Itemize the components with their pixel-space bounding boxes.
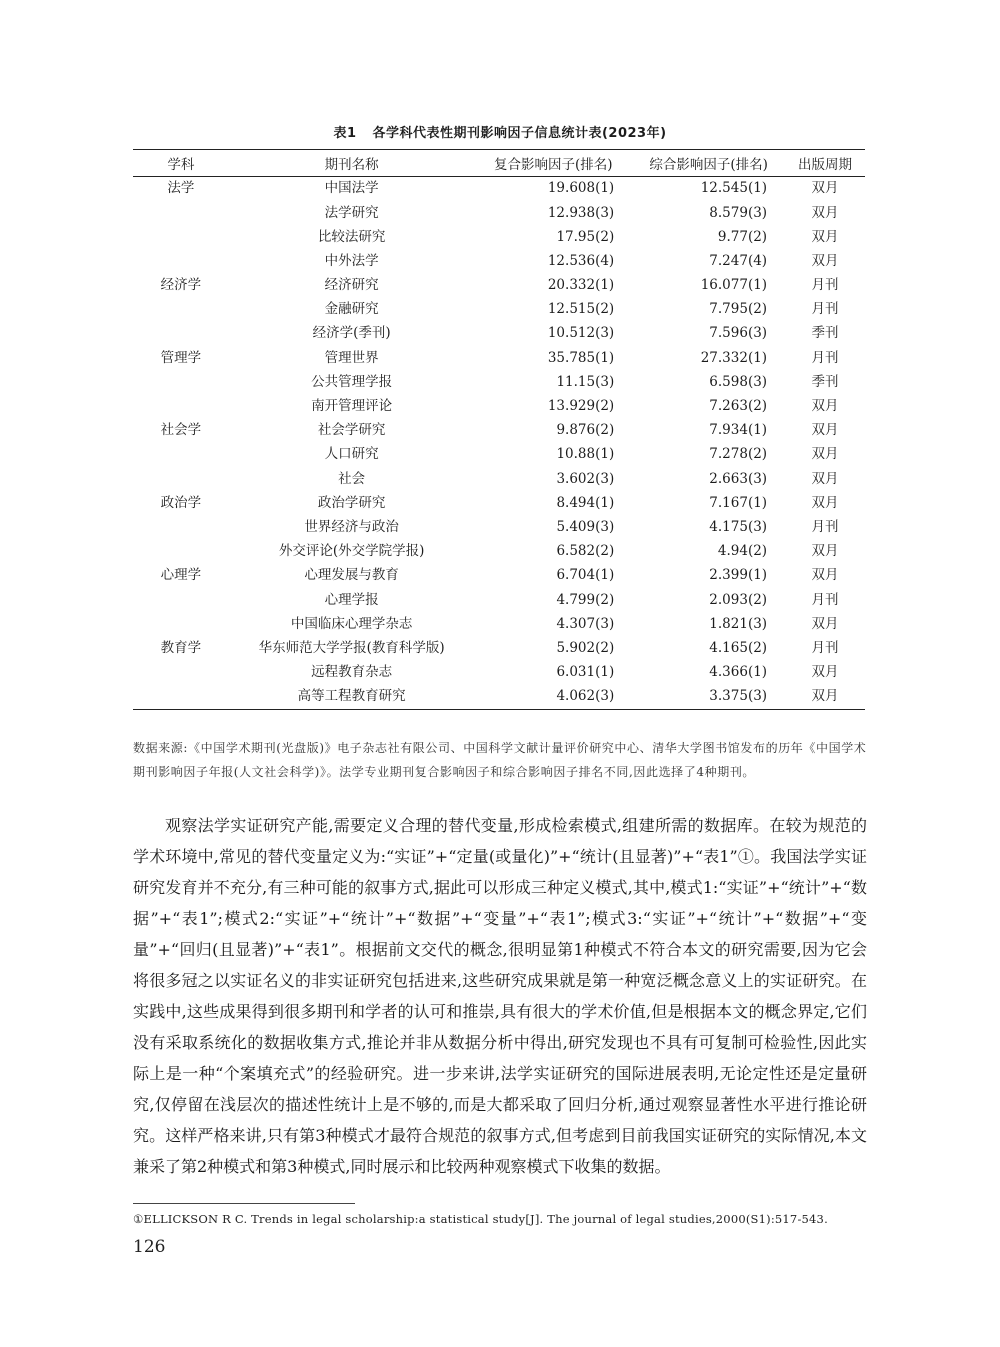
- cell-journal-name: 比较法研究: [317, 228, 386, 245]
- table-row: [133, 564, 865, 588]
- cell-composite-if: 8.494(1): [556, 494, 615, 511]
- cell-discipline: 经济学: [160, 277, 202, 294]
- cell-publication-cycle: 双月: [811, 228, 839, 245]
- cell-publication-cycle: 双月: [811, 615, 839, 632]
- cell-journal-name: 社会: [338, 470, 366, 487]
- cell-composite-if: 11.15(3): [556, 373, 615, 390]
- cell-discipline: [133, 685, 229, 710]
- cell-publication-cycle: 双月: [811, 180, 839, 197]
- table-row: [133, 225, 865, 249]
- cell-comprehensive-if: 7.795(2): [709, 301, 768, 318]
- cell-comprehensive-if: 27.332(1): [700, 349, 768, 366]
- cell-composite-if: 19.608(1): [547, 180, 615, 197]
- table-row: [133, 371, 865, 395]
- cell-comprehensive-if: 16.077(1): [700, 277, 768, 294]
- cell-publication-cycle: 双月: [811, 252, 839, 269]
- table-body: [133, 177, 865, 710]
- cell-composite-if: 35.785(1): [547, 349, 615, 366]
- cell-discipline: [133, 443, 229, 467]
- cell-journal-name: 管理世界: [324, 349, 379, 366]
- table-row: [133, 322, 865, 346]
- header-composite-if: 复合影响因子(排名): [474, 150, 632, 177]
- body-paragraph: 观察法学实证研究产能,需要定义合理的替代变量,形成检索模式,组建所需的数据库。在较为规范的学术环境中,常见的替代变量定义为:“实证”+“定量(或量化)”+“统计(且显著)”+“表1”①。我国法学实证研究发育并不充分,有三种可能的叙事方式,据此可以形成三种定义模式,其中,模式1:“实证”+“统计”+“数据”+“表1”;模式2:“实证”+“统计”+“数据”+“变量”+“表1”;模式3:“实证”+“统计”+“数据”+“变量”+“回归(且显著)”+“表1”。根据前文交代的概念,很明显第1种模式不符合本文的研究需要,因为它会将很多冠之以实证名义的非实证研究包括进来,这些研究成果就是第一种宽泛概念意义上的实证研究。在实践中,这些成果得到很多期刊和学者的认可和推崇,具有很大的学术价值,但是根据本文的概念界定,它们没有采取系统化的数据收集方式,推论并非从数据分析中得出,研究发现也不具有可复制可检验性,因此实际上是一种“个案填充式”的经验研究。进一步来讲,法学实证研究的国际进展表明,无论定性还是定量研究,仅停留在浅层次的描述性统计上是不够的,而是大都采取了回归分析,通过观察显著性水平进行推论研究。这样严格来讲,只有第3种模式才最符合规范的叙事方式,但考虑到目前我国实证研究的实际情况,本文兼采了第2种模式和第3种模式,同时展示和比较两种观察模式下收集的数据。: [133, 816, 867, 1176]
- table-row: [133, 467, 865, 491]
- cell-publication-cycle: 月刊: [811, 301, 839, 318]
- cell-comprehensive-if: 7.263(2): [709, 398, 768, 415]
- table-caption-title: 各学科代表性期刊影响因子信息统计表(2023年): [372, 126, 667, 141]
- cell-discipline: [133, 467, 229, 491]
- table-caption-label: 表1: [333, 126, 357, 141]
- cell-composite-if: 20.332(1): [547, 277, 615, 294]
- cell-journal-name: 公共管理学报: [311, 373, 393, 390]
- cell-comprehensive-if: 6.598(3): [709, 373, 768, 390]
- cell-composite-if: 12.938(3): [547, 204, 615, 221]
- cell-composite-if: 10.512(3): [547, 325, 615, 342]
- header-journal-name: 期刊名称: [229, 150, 475, 177]
- table-row: [133, 516, 865, 540]
- cell-discipline: [133, 588, 229, 612]
- cell-comprehensive-if: 4.175(3): [709, 518, 768, 535]
- cell-journal-name: 政治学研究: [317, 494, 386, 511]
- cell-discipline: 法学: [167, 180, 195, 197]
- cell-composite-if: 12.515(2): [547, 301, 615, 318]
- cell-comprehensive-if: 7.247(4): [709, 252, 768, 269]
- impact-factor-table: [133, 149, 865, 710]
- cell-comprehensive-if: 7.934(1): [709, 422, 768, 439]
- cell-comprehensive-if: 2.663(3): [709, 470, 768, 487]
- cell-composite-if: 6.704(1): [556, 567, 615, 584]
- cell-discipline: [133, 371, 229, 395]
- cell-publication-cycle: 双月: [811, 567, 839, 584]
- cell-journal-name: 人口研究: [324, 446, 379, 463]
- cell-comprehensive-if: 2.399(1): [709, 567, 768, 584]
- cell-discipline: 管理学: [160, 349, 202, 366]
- cell-publication-cycle: 双月: [811, 543, 839, 560]
- cell-journal-name: 金融研究: [324, 301, 379, 318]
- cell-discipline: [133, 516, 229, 540]
- cell-discipline: [133, 322, 229, 346]
- cell-publication-cycle: 月刊: [811, 349, 839, 366]
- footnote: ①ELLICKSON R C. Trends in legal scholarship:a statistical study[J]. The journal of legal studies,2000(S1):517-543.: [133, 1212, 828, 1226]
- cell-composite-if: 9.876(2): [556, 422, 615, 439]
- table-source-note: 数据来源:《中国学术期刊(光盘版)》电子杂志社有限公司、中国科学文献计量评价研究中心、清华大学图书馆发布的历年《中国学术期刊影响因子年报(人文社会科学)》。法学专业期刊复合影响因子和综合影响因子排名不同,因此选择了4种期刊。: [133, 741, 867, 779]
- cell-journal-name: 社会学研究: [317, 422, 386, 439]
- cell-publication-cycle: 月刊: [811, 518, 839, 535]
- table-row: [133, 419, 865, 443]
- cell-composite-if: 6.582(2): [556, 543, 615, 560]
- cell-discipline: [133, 540, 229, 564]
- cell-comprehensive-if: 4.366(1): [709, 664, 768, 681]
- cell-journal-name: 经济研究: [324, 277, 379, 294]
- header-discipline: 学科: [133, 150, 229, 177]
- cell-publication-cycle: 月刊: [811, 591, 839, 608]
- cell-journal-name: 心理学报: [324, 591, 379, 608]
- cell-discipline: [133, 298, 229, 322]
- cell-publication-cycle: 双月: [785, 685, 865, 710]
- cell-journal-name: 高等工程教育研究: [229, 685, 475, 710]
- cell-journal-name: 南开管理评论: [311, 398, 393, 415]
- cell-discipline: 教育学: [160, 639, 202, 656]
- cell-journal-name: 心理发展与教育: [304, 567, 399, 584]
- cell-publication-cycle: 月刊: [811, 277, 839, 294]
- cell-composite-if: 4.307(3): [556, 615, 615, 632]
- header-publication-cycle: 出版周期: [785, 150, 865, 177]
- cell-journal-name: 外交评论(外交学院学报): [278, 543, 425, 560]
- cell-comprehensive-if: 4.94(2): [717, 543, 768, 560]
- cell-comprehensive-if: 12.545(1): [700, 180, 768, 197]
- cell-comprehensive-if: 7.278(2): [709, 446, 768, 463]
- table-row: [133, 298, 865, 322]
- cell-composite-if: 6.031(1): [556, 664, 615, 681]
- page-number: 126: [133, 1237, 166, 1257]
- body-text: [133, 810, 867, 1182]
- table-row: [133, 661, 865, 685]
- cell-comprehensive-if: 3.375(3): [632, 685, 785, 710]
- cell-publication-cycle: 双月: [811, 446, 839, 463]
- cell-journal-name: 世界经济与政治: [304, 518, 399, 535]
- cell-discipline: [133, 225, 229, 249]
- cell-discipline: 政治学: [160, 494, 202, 511]
- cell-discipline: 心理学: [160, 567, 202, 584]
- cell-composite-if: 3.602(3): [556, 470, 615, 487]
- cell-discipline: [133, 201, 229, 225]
- cell-journal-name: 经济学(季刊): [312, 325, 391, 342]
- table-row: [133, 395, 865, 419]
- cell-discipline: 社会学: [160, 422, 202, 439]
- table-row: [133, 491, 865, 515]
- cell-comprehensive-if: 2.093(2): [709, 591, 768, 608]
- cell-composite-if: 5.902(2): [556, 639, 615, 656]
- cell-discipline: [133, 661, 229, 685]
- cell-journal-name: 法学研究: [324, 204, 379, 221]
- cell-journal-name: 远程教育杂志: [311, 664, 393, 681]
- table-row: [133, 612, 865, 636]
- cell-composite-if: 17.95(2): [556, 228, 615, 245]
- footnote-divider: [133, 1203, 355, 1204]
- cell-journal-name: 中国法学: [324, 180, 379, 197]
- table-header-row: [133, 150, 865, 177]
- cell-comprehensive-if: 9.77(2): [717, 228, 768, 245]
- cell-discipline: [133, 395, 229, 419]
- cell-comprehensive-if: 1.821(3): [709, 615, 768, 632]
- cell-publication-cycle: 双月: [811, 422, 839, 439]
- cell-publication-cycle: 双月: [811, 204, 839, 221]
- cell-publication-cycle: 双月: [811, 398, 839, 415]
- cell-publication-cycle: 月刊: [811, 639, 839, 656]
- table-row: [133, 250, 865, 274]
- cell-composite-if: 4.062(3): [474, 685, 632, 710]
- cell-comprehensive-if: 4.165(2): [709, 639, 768, 656]
- table-row: [133, 540, 865, 564]
- table-row: [133, 201, 865, 225]
- cell-discipline: [133, 612, 229, 636]
- cell-publication-cycle: 双月: [811, 494, 839, 511]
- table-caption: [0, 122, 1000, 141]
- cell-journal-name: 华东师范大学学报(教育科学版): [258, 639, 445, 656]
- table-row: [133, 274, 865, 298]
- cell-publication-cycle: 双月: [811, 470, 839, 487]
- header-comprehensive-if: 综合影响因子(排名): [632, 150, 785, 177]
- cell-composite-if: 4.799(2): [556, 591, 615, 608]
- cell-comprehensive-if: 7.167(1): [709, 494, 768, 511]
- cell-composite-if: 13.929(2): [547, 398, 615, 415]
- cell-publication-cycle: 季刊: [811, 325, 839, 342]
- cell-publication-cycle: 季刊: [811, 373, 839, 390]
- cell-composite-if: 12.536(4): [547, 252, 615, 269]
- table-row: [133, 443, 865, 467]
- table-row: [133, 177, 865, 202]
- cell-comprehensive-if: 8.579(3): [709, 204, 768, 221]
- cell-publication-cycle: 双月: [811, 664, 839, 681]
- table-row: [133, 346, 865, 370]
- cell-journal-name: 中外法学: [324, 252, 379, 269]
- table-row: [133, 685, 865, 710]
- cell-comprehensive-if: 7.596(3): [709, 325, 768, 342]
- cell-discipline: [133, 250, 229, 274]
- table-row: [133, 637, 865, 661]
- cell-journal-name: 中国临床心理学杂志: [290, 615, 413, 632]
- cell-composite-if: 5.409(3): [556, 518, 615, 535]
- cell-composite-if: 10.88(1): [556, 446, 615, 463]
- table-row: [133, 588, 865, 612]
